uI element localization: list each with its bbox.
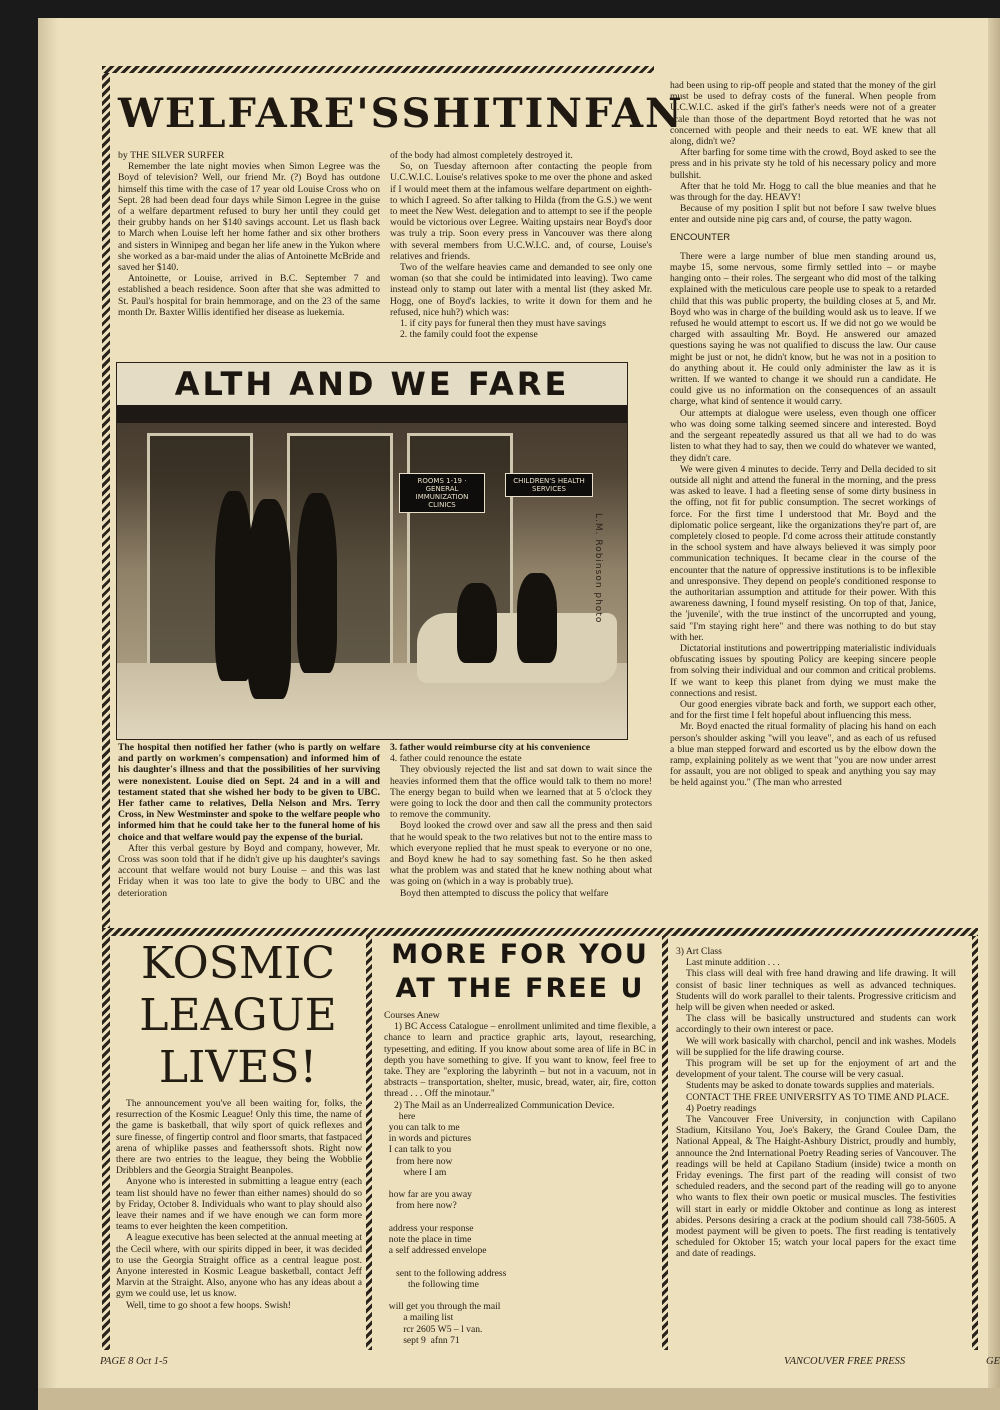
paragraph: Because of my position I split but not before I saw twelve blues enter and outside nine pig cars and, of course, the patty wagon. bbox=[670, 203, 936, 226]
article-col1-bottom bbox=[118, 742, 380, 924]
paragraph: Antoinette, or Louise, arrived in B.C. September 7 and established a beach residence. Soon after that she was admitted to St. Paul's hospital for brain hemmorage, and on the 23 of the same month Dr. Baxter Willis identified her disease as luekemia. bbox=[118, 273, 380, 318]
photo-canopy bbox=[117, 405, 627, 423]
paragraph: This class will deal with free hand drawing and life drawing. It will consist of basic liner techniques as well as advanced techniques. Students will do work parallel to their talents. Progressive criticism and help will be given when needed or asked. bbox=[676, 968, 956, 1014]
paragraph: The class will be basically unstructured and students can work accordingly to their own interest or pace. bbox=[676, 1013, 956, 1036]
article-col2-bottom bbox=[390, 742, 652, 924]
headline bbox=[118, 90, 684, 137]
paragraph: Our good energies vibrate back and forth, we support each other, and for the first time I felt hopeful about influencing this mess. bbox=[670, 698, 936, 722]
paragraph: This program will be set up for the enjoyment of art and the development of your talent. The course will be very casual. bbox=[676, 1058, 956, 1081]
article-col1-top bbox=[118, 150, 380, 358]
top-border-top bbox=[102, 66, 654, 73]
paragraph: of the body had almost completely destroyed it. bbox=[390, 150, 573, 161]
paragraph: Courses Anew bbox=[384, 1010, 440, 1021]
paragraph: Last minute addition . . . bbox=[686, 957, 780, 969]
photo-person bbox=[457, 583, 497, 663]
kosmic-title-line: LEAGUE bbox=[139, 990, 337, 1041]
top-border-left bbox=[102, 68, 110, 930]
paragraph: Well, time to go shoot a few hoops. Swish! bbox=[126, 1299, 291, 1311]
article-col2-top bbox=[390, 150, 652, 360]
paragraph: The hospital then notified her father (who is partly on welfare and partly on workmen's compensation) and informed him of his daughter's illness and that the possibilities of her surviving were nonexistent. Louise died on Sept. 24 and in a will and testament stated that she wished her body to be given to UBC. Her father came to relatives, Della Nelson and Mrs. Terry Cross, in New Westminster and spoke to the welfare people who informed him that he could take her to the funeral home of his choice and that welfare would pay the expense of the burial. bbox=[118, 742, 380, 843]
article-col3 bbox=[670, 80, 936, 924]
paragraph: Anyone who is interested in submitting a league entry (each team list should have no fewer than either names) should do so by Friday, October 8. Individuals who want to play should also leave their names and if we have enough we can form more teams to ever heighten the keen competition. bbox=[116, 1176, 362, 1233]
photo-person bbox=[297, 493, 337, 673]
paragraph: A league executive has been selected at the annual meeting at the Cecil where, with our spirits dipped in beer, it was decided to use the Georgia Straight office as a central league post. Anyone interested in Kosmic League basketball, contact Jeff Marvin at the Straight. Also, anyone who has any ideas about a gym we could use, let us know. bbox=[116, 1232, 362, 1300]
section-divider-vertical bbox=[662, 936, 668, 1350]
list-item: 2. the family could foot the expense bbox=[400, 329, 538, 341]
paragraph: Boyd then attempted to discuss the policy that welfare bbox=[400, 887, 609, 899]
paragraph: So, on Tuesday afternoon after contacting the people from U.C.W.I.C. Louise's relatives spoke to me over the phone and asked if I would meet them at the infamous welfare department on eighth- to which I agreed. So after talking to Hilda (from the G.S.) we went to meet the New West. delegation and to attempt to see if the people would be victorious over Legree. Waiting upstairs near Boyd's door was truly a trip. Soon every press in Vancouver was there along with several members from U.C.W.I.C. and, of course, Louise's relatives and friends. bbox=[390, 161, 652, 262]
paragraph: After barfing for some time with the crowd, Boyd asked to see the press and in his private sty he told of his necessary policy and more bullshit. bbox=[670, 147, 936, 181]
paragraph: 4) Poetry readings bbox=[686, 1102, 757, 1114]
subheading: ENCOUNTER bbox=[670, 231, 731, 243]
photo-person bbox=[247, 499, 291, 699]
freeu-col5 bbox=[676, 946, 956, 1350]
photo-person bbox=[517, 573, 557, 663]
next-page-fragment: GE bbox=[986, 1356, 1000, 1367]
paragraph: had been using to rip-off people and stated that the money of the girl must be used to defray costs of the funeral. When people from U.C.W.I.C. asked if the girl's father's needs were not of a greater scale than those of the department Boyd retorted that he was not concerned with people and their needs to eat. WE knew that all along, didn't we? bbox=[670, 80, 936, 148]
paragraph: Remember the late night movies when Simon Legree was the Boyd of television? Well, our friend Mr. (?) Boyd has outdone himself this time with the case of 17 year old Louise Cross who on Sept. 28 had been dead four days while Simon Legree in the guise of a welfare department refused to bury her until they could get their grubby hands on her $140 savings account. Let us flash back to March when Louise left her home father and six other brothers and sisters in Winnipeg and began her life anew in the Yukon where she worked as a bar-maid under the alias of Antoinette McBride and saved her $140. bbox=[118, 161, 380, 274]
headline-word: FAN bbox=[583, 90, 684, 137]
paragraph: The announcement you've all been waiting for, folks, the resurrection of the Kosmic League! Only this time, the name of the game is basketball, that wily sport of quick reflexes and sure finesse, of fingertip control and floor smarts, that fastpaced arena of whiplike passes and featherssoft shots. Right now there are two entries to the league, they being the Wobblie Dribblers and the Georgia Straight Beanpoles. bbox=[116, 1098, 362, 1177]
mail-poem: here you can talk to me in words and pictures I can talk to you from here now where I am how far are you away from here now? address your response note the place in time a self addressed envelope sent to the following address the following time will get you through the mail a mailing list rcr 2605 W5 – l van. sept 9 afnn 71 bbox=[388, 1110, 507, 1346]
freeu-title-line: MORE FOR YOU bbox=[391, 939, 649, 970]
paragraph: After that he told Mr. Hogg to call the blue meanies and that he was through for the day. HEAVY! bbox=[670, 180, 936, 204]
photo-placard: ROOMS 1-19 · GENERAL IMMUNIZATION CLINICS bbox=[399, 473, 485, 513]
photo-credit: L.M. Robinson photo bbox=[593, 513, 603, 624]
paragraph: 2) The Mail as an Underrealized Communication Device. bbox=[394, 1099, 615, 1111]
paragraph: Our attempts at dialogue were useless, even though one officer who was doing some talking seemed sincere and interested. Boyd and the sergeant repeatedly assured us that all we had to do was listen to what they had to say, then we could do whatever we wanted, they didn't care. bbox=[670, 407, 936, 464]
kosmic-title bbox=[118, 938, 358, 1094]
photo-placard: CHILDREN'S HEALTH SERVICES bbox=[505, 473, 593, 497]
list-item: 4. father could renounce the estate bbox=[390, 753, 522, 765]
freeu-title bbox=[384, 938, 656, 1006]
photo-sign: ALTH AND WE FARE bbox=[117, 363, 627, 405]
headline-word: WELFARE'S bbox=[118, 90, 402, 137]
headline-word: SHIT bbox=[401, 90, 525, 137]
freeu-title-line: AT THE FREE U bbox=[395, 973, 645, 1004]
paragraph: After this verbal gesture by Boyd and company, however, Mr. Cross was soon told that if he didn't give up his daughter's savings account that welfare would not bury Louise – and this was last Friday when it was too late to give the body to UBC and the deterioration bbox=[118, 842, 380, 899]
page-binding-shadow bbox=[38, 18, 58, 1410]
paragraph: 3) Art Class bbox=[676, 946, 722, 957]
paragraph: Students may be asked to donate towards supplies and materials. bbox=[686, 1080, 935, 1092]
news-photo bbox=[116, 362, 628, 740]
paragraph: Boyd looked the crowd over and saw all the press and then said that he would speak to the two relatives but not to the entire mass to which everyone replied that he must speak to everyone or no one, and Boyd knew he had to say something fast. So he then asked what the problem was and stated that he knew nothing about what was going on (which in a way is probably true). bbox=[390, 820, 652, 888]
kosmic-body bbox=[116, 1098, 362, 1350]
section-divider-vertical bbox=[102, 936, 110, 1350]
headline-word: IN bbox=[524, 90, 584, 137]
paragraph: The Vancouver Free University, in conjunction with Capilano Stadium, Kitsilano You, Joe's Bakery, the Grand Coulee Dam, the National Appeal, & The Haight-Ashbury District, proudly and humbly, announce the 2nd International Poetry Reading series of Vancouver. The readings will be held at Capilano Stadium (inside) twice a month on Friday evenings. The first part of the reading will consist of two scheduled readers, and the second part of the reading will go to anyone who wants to flex their own poetic or musical muscles. The festivities will start in early or middle Oktober and continue as long as interest abides. Persons desiring a crack at the podium should call 738-5605. A modest payment will be given to poets. The first reading is tentatively scheduled for Oktober 15; watch your local papers for the exact time and date of readings. bbox=[676, 1114, 956, 1260]
paragraph: Mr. Boyd enacted the ritual formality of placing his hand on each person's shoulder asking "will you leave", and as each of us refused a blue man stepped forward and escorted us by the elbow down the ramp, explaining politely as we went that "you are now under arrest for assault, you are not obliged to speak and anything you say may be held against you." (The man who arrested bbox=[670, 721, 936, 789]
paragraph: CONTACT THE FREE UNIVERSITY AS TO TIME AND PLACE. bbox=[686, 1091, 950, 1103]
section-divider bbox=[102, 928, 978, 936]
paragraph: There were a large number of blue men standing around us, maybe 15, some nervous, some firmly settled into – or maybe hanging onto – their roles. The sergeant who did most of the talking explained with the meticulous care people use to speak to a retarded child that this was public property, the building closes at 5, and Mr. Boyd who was in charge of the building would ask us to leave. If we refused he would attempt to escort us. If we did not go we would be charged with assaulting Mr. Boyd. He answered our amazed questions saying he was not qualified to discuss the law. Our cause might be just or not, he didn't know, but he was not in a position to do anything about it. He could only administer the law as it is written. If we wanted to change it we should run a candidate. He could give us no information on the consequences of an assault charge, what kind of sentence it would carry. bbox=[670, 250, 936, 408]
paragraph: We were given 4 minutes to decide. Terry and Della decided to sit outside all night and attend the funeral in the morning, and the press was asked to leave. I had a fleeting sense of some dirty business in the offing, not fit for public consumption. The secret workings of force. For the first time I understood that Mr. Boyd and the diplomatic police sergeant, like the organizations they're part of, are completely closed to people. I'd come across their attitude constantly in the school system and have always believed it was simply poor communication techniques. It became clear in the course of the encounter that the nature of oppressive institutions is to be inflexible and unresponsive. They depend on people's conditioned response to the authoritarian assumption and attitude for their power. With this awareness dawning, I found myself resisting. On top of that, Janice, the 'juvenile', with the true instinct of the uncorrupted and young, said "I'm staying right here" and there was nothing to do but stay with her. bbox=[670, 463, 936, 643]
paragraph: Two of the welfare heavies came and demanded to see only one woman (so that she could be intimidated into leaving). Two came instead only to stamp out later with a mental list (they asked Mr. Hogg, one of Boyd's lackies, to write it down for them and he refused, nice huh?) which was: bbox=[390, 262, 652, 318]
section-divider-vertical bbox=[366, 936, 372, 1350]
list-item: 3. father would reimburse city at his convenience bbox=[390, 742, 591, 753]
freeu-body bbox=[384, 1010, 656, 1350]
list-item: 1. if city pays for funeral then they must have savings bbox=[400, 318, 606, 330]
next-page-edge bbox=[988, 18, 1000, 1410]
byline: by THE SILVER SURFER bbox=[118, 150, 225, 161]
kosmic-title-line: KOSMIC bbox=[140, 938, 335, 989]
publication-name: VANCOUVER FREE PRESS bbox=[784, 1356, 906, 1367]
paragraph: We will work basically with charchol, pencil and ink washes. Models will be supplied for the life drawing course. bbox=[676, 1035, 956, 1058]
paragraph: 1) BC Access Catalogue – enrollment unlimited and time flexible, a chance to learn and practice graphic arts, layout, researching, typesetting, and editing. If you know about some area of life in BC in depth you have something to give. If you want to know, feel free to take. They are "exploring the labyrinth – but not in a vacuum, not in abstracts – transportation, shelter, music, bread, water, air, fire, cotton thread . . . Off the minotaur." bbox=[384, 1021, 656, 1100]
page-bottom-margin bbox=[38, 1388, 1000, 1410]
page-number: PAGE 8 Oct 1-5 bbox=[100, 1356, 168, 1367]
section-divider-vertical bbox=[972, 936, 978, 1350]
kosmic-title-line: LIVES! bbox=[158, 1042, 318, 1093]
paragraph: They obviously rejected the list and sat down to wait since the heavies informed them that the office would talk to them no more! The energy began to build when we learned that at 5 o'clock they were going to lock the door and then call the community protectors to remove the community. bbox=[390, 764, 652, 821]
paragraph: Dictatorial institutions and powertripping materialistic individuals obfuscating issues by spouting Policy are keeping sincere people from solving their individual and our common and critical problems. If we want to keep this planet from dying we must make the connections and resist. bbox=[670, 642, 936, 699]
